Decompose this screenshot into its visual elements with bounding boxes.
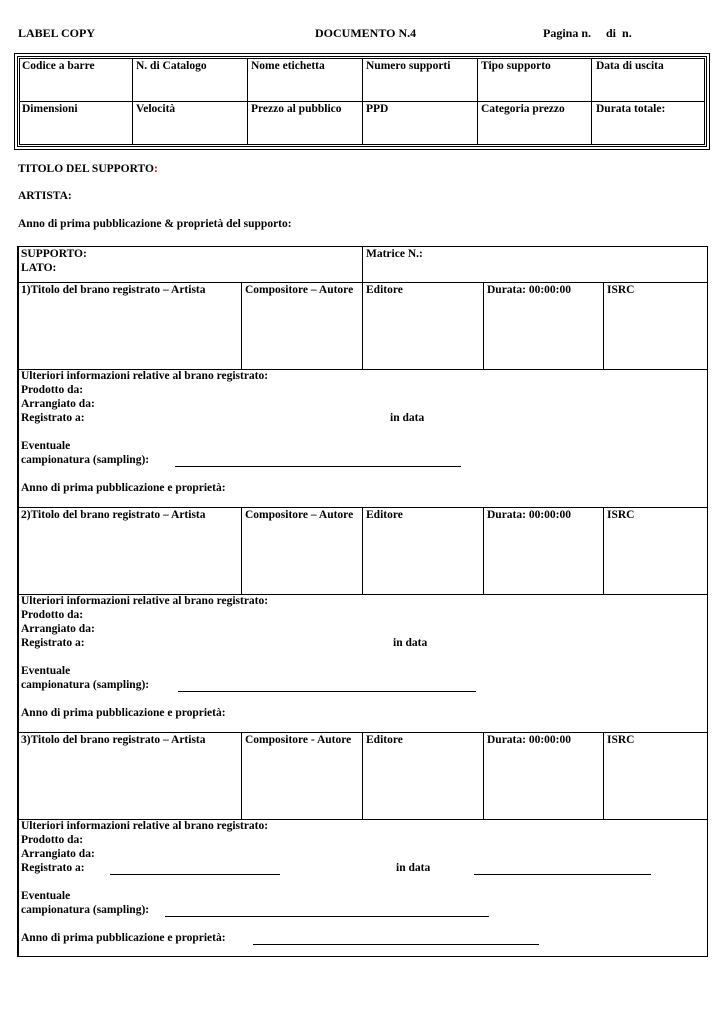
- track-isrc-header: ISRC: [607, 734, 635, 746]
- media-title-field: [18, 163, 158, 175]
- track-produced-by: Prodotto da:: [21, 609, 84, 621]
- track-sampling-label: campionatura (sampling):: [21, 904, 150, 916]
- track-produced-by: Prodotto da:: [21, 384, 84, 396]
- track-eventual-label: Eventuale: [21, 890, 71, 902]
- track-duration-header: Durata: 00:00:00: [487, 509, 571, 521]
- track-composer-header: Compositore – Autore: [245, 284, 354, 296]
- doc-number: DOCUMENTO N.4: [315, 26, 417, 40]
- track-arranged-by: Arrangiato da:: [21, 398, 95, 410]
- track-col-divider: [483, 507, 484, 594]
- track-duration-header: Durata: 00:00:00: [487, 734, 571, 746]
- doc-label-copy: LABEL COPY: [18, 26, 96, 40]
- track-composer-header: Compositore – Autore: [245, 509, 354, 521]
- barcode-label: Codice a barre: [22, 60, 95, 72]
- price-category-label: Categoria prezzo: [481, 103, 565, 115]
- track-col-divider: [362, 732, 363, 819]
- track-title-header: 3)Titolo del brano registrato – Artista: [21, 734, 206, 746]
- matrix-label: Matrice N.:: [366, 248, 423, 260]
- track-recorded-at: Registrato a:: [21, 637, 85, 649]
- media-title-colon: :: [153, 163, 158, 175]
- track-publication-label: Anno di prima pubblicazione e proprietà:: [21, 482, 226, 494]
- track-title-header: 1)Titolo del brano registrato – Artista: [21, 284, 206, 296]
- track-publication-label: Anno di prima pubblicazione e proprietà:: [21, 932, 226, 944]
- media-title-label: TITOLO DEL SUPPORTO: [18, 163, 154, 175]
- date-underline: [474, 874, 651, 875]
- track-col-divider: [241, 282, 242, 369]
- ppd-label: PPD: [366, 103, 389, 115]
- catalog-number-label: N. di Catalogo: [136, 60, 207, 72]
- track-info-heading: Ulteriori informazioni relative al brano registrato:: [21, 595, 269, 607]
- sampling-underline: [165, 916, 489, 917]
- track-sampling-label: campionatura (sampling):: [21, 454, 150, 466]
- support-col-divider: [362, 246, 363, 282]
- track-editor-header: Editore: [366, 509, 403, 521]
- media-count-label: Numero supporti: [366, 60, 451, 72]
- publication-underline: [253, 944, 539, 945]
- track-eventual-label: Eventuale: [21, 440, 71, 452]
- track-composer-header: Compositore - Autore: [245, 734, 352, 746]
- total-duration-label: Durata totale:: [596, 103, 666, 115]
- recorded-at-underline: [110, 874, 280, 875]
- track-editor-header: Editore: [366, 284, 403, 296]
- sampling-underline: [178, 691, 476, 692]
- track-recorded-at: Registrato a:: [21, 412, 85, 424]
- label-name-label: Nome etichetta: [251, 60, 325, 72]
- track-recorded-at: Registrato a:: [21, 862, 85, 874]
- track-date-label: in data: [390, 412, 425, 424]
- track-publication-label: Anno di prima pubblicazione e proprietà:: [21, 707, 226, 719]
- track-isrc-header: ISRC: [607, 284, 635, 296]
- track-arranged-by: Arrangiato da:: [21, 623, 95, 635]
- support-label: SUPPORTO:: [21, 248, 87, 260]
- track-duration-header: Durata: 00:00:00: [487, 284, 571, 296]
- track-editor-header: Editore: [366, 734, 403, 746]
- track-title-header: 2)Titolo del brano registrato – Artista: [21, 509, 206, 521]
- speed-label: Velocità: [136, 103, 176, 115]
- track-isrc-header: ISRC: [607, 509, 635, 521]
- track-eventual-label: Eventuale: [21, 665, 71, 677]
- track-sampling-label: campionatura (sampling):: [21, 679, 150, 691]
- release-date-label: Data di uscita: [596, 60, 664, 72]
- media-type-label: Tipo supporto: [481, 60, 551, 72]
- track-col-divider: [483, 282, 484, 369]
- track-arranged-by: Arrangiato da:: [21, 848, 95, 860]
- track-col-divider: [603, 282, 604, 369]
- artist-field: ARTISTA:: [18, 190, 72, 202]
- track-produced-by: Prodotto da:: [21, 834, 84, 846]
- dimensions-label: Dimensioni: [22, 103, 78, 115]
- track-col-divider: [362, 507, 363, 594]
- track-date-label: in data: [396, 862, 431, 874]
- track-col-divider: [241, 732, 242, 819]
- track-col-divider: [483, 732, 484, 819]
- catalog-col-divider: [247, 58, 248, 145]
- media-publication-field: Anno di prima pubblicazione & proprietà del supporto:: [18, 218, 292, 230]
- side-label: LATO:: [21, 262, 57, 274]
- track-col-divider: [362, 282, 363, 369]
- track-col-divider: [241, 507, 242, 594]
- track-info-heading: Ulteriori informazioni relative al brano registrato:: [21, 370, 269, 382]
- sampling-underline: [175, 466, 461, 467]
- catalog-col-divider: [477, 58, 478, 145]
- track-info-heading: Ulteriori informazioni relative al brano registrato:: [21, 820, 269, 832]
- catalog-col-divider: [591, 58, 592, 145]
- track-col-divider: [603, 732, 604, 819]
- catalog-col-divider: [362, 58, 363, 145]
- track-col-divider: [603, 507, 604, 594]
- retail-price-label: Prezzo al pubblico: [251, 103, 342, 115]
- catalog-col-divider: [132, 58, 133, 145]
- track-date-label: in data: [393, 637, 428, 649]
- page-number: Pagina n. di n.: [543, 26, 632, 40]
